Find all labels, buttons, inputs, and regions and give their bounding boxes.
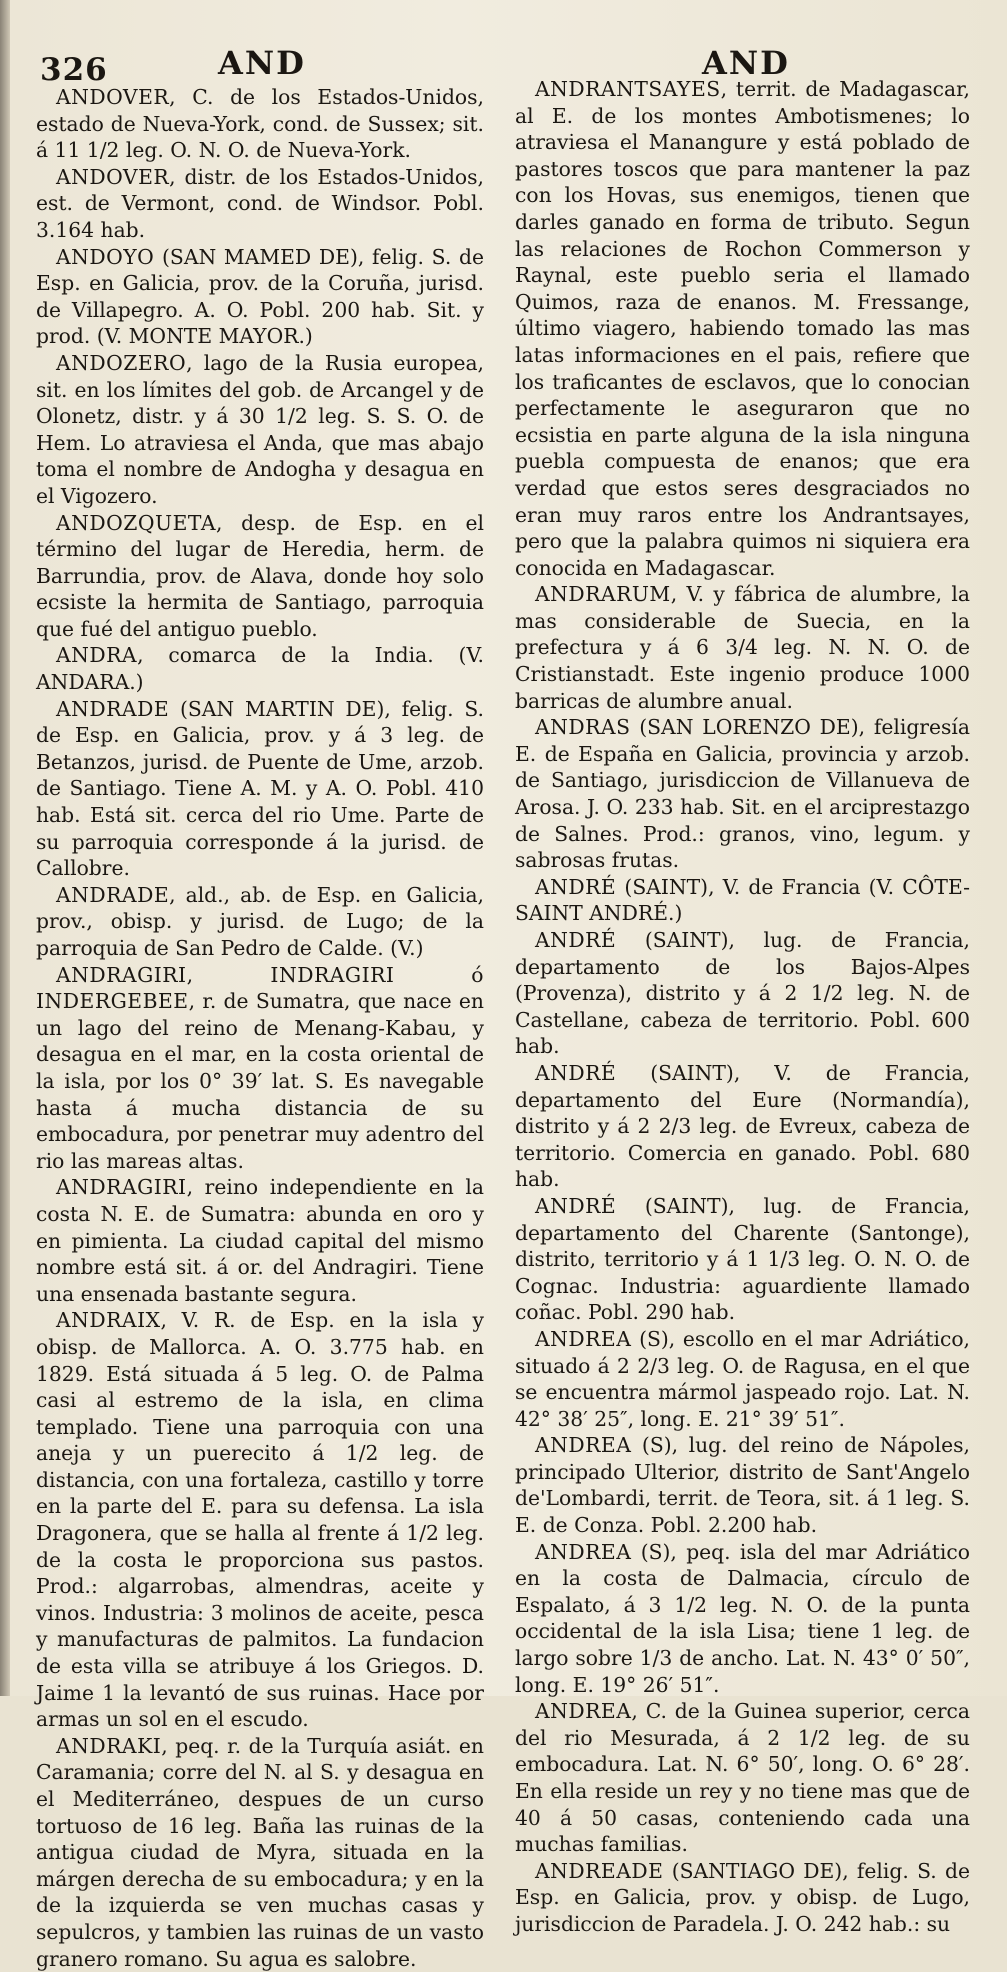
entry-headword: ANDREA [535, 1539, 632, 1564]
running-header-left: AND [218, 44, 306, 82]
entry-text: (SAINT), lug. de Francia, departamento del Charente (Santonge), distrito, territorio y á 1 1/3 leg. O. N. O. de Cognac. Industria: aguardiente llamado coñac. Pobl. 290 hab. [515, 1193, 970, 1325]
entry-text: (SANTIAGO DE), felig. S. de Esp. en Galicia, prov. y obisp. de Lugo, jurisdiccion de Paradela. J. O. 242 hab.: su [515, 1858, 970, 1936]
dictionary-entry [515, 874, 970, 927]
entry-text: (S), peq. isla del mar Adriático en la costa de Dalmacia, círculo de Espalato, á 3 1/2 leg. N. O. de la punta occidental de la isla Lisa; tiene 1 leg. de largo sobre 1/3 de ancho. Lat. N. 43° 0′ 50″, long. E. 19° 26′ 51″. [515, 1539, 970, 1697]
entry-text: , V. y fábrica de alumbre, la mas considerable de Suecia, en la prefectura y á 6 3/4 leg. N. N. O. de Cristianstadt. Este ingenio produce 1000 barricas de alumbre anual. [515, 582, 970, 713]
entry-text: , territ. de Madagascar, al E. de los montes Ambotismenes; lo atraviesa el Manangure y está poblado de pastores toscos que para mantener la paz con los Hovas, sus enemigos, tienen que darles ganado en forma de tributo. Segun las relaciones de Rochon Commerson y Raynal, este pueblo seria el llamado Quimos, raza de enanos. M. Fressange, último viagero, habiendo tomado las mas latas informaciones en el pais, refiere que los traficantes de esclavos, que lo conocian perfectamente le aseguraron que no ecsistia en parte alguna de la isla ninguna puebla compuesta de enanos; que era verdad que estos seres desgraciados no eran muy raros entre los Andrantsayes, pero que la palabra quimos ni siquiera era conocida en Madagascar. [515, 77, 970, 580]
entry-headword: ANDOYO [56, 244, 155, 269]
dictionary-entry [515, 1858, 970, 1938]
left-column [36, 84, 484, 1972]
entry-headword: ANDOZERO [56, 350, 187, 375]
dictionary-entry [36, 1174, 484, 1307]
dictionary-entry [515, 581, 970, 714]
entry-text: , desp. de Esp. en el término del lugar de Heredia, herm. de Barrundia, prov. de Alava, donde hoy solo ecsiste la hermita de Santiago, parroquia que fué del antiguo pueblo. [36, 510, 484, 641]
entry-headword: ANDREA [535, 1433, 632, 1458]
dictionary-entry [36, 164, 484, 244]
entry-text: (SAN MARTIN DE), felig. S. de Esp. en Galicia, prov. y á 3 leg. de Betanzos, jurisd. de Puente de Ume, arzob. de Santiago. Tiene A. M. y A. O. Pobl. 410 hab. Está sit. cerca del rio Ume. Parte de su parroquia corresponde á la jurisd. de Callobre. [36, 696, 484, 881]
dictionary-entry [515, 76, 970, 581]
dictionary-entry [515, 1539, 970, 1699]
entry-headword: ANDRAKI [56, 1733, 162, 1758]
entry-headword: ANDRAS [535, 715, 631, 740]
entry-text: (S), lug. del reino de Nápoles, principado Ulterior, distrito de Sant'Angelo de'Lombardi, territ. de Teora, sit. á 1 leg. S. E. de Conza. Pobl. 2.200 hab. [515, 1433, 970, 1538]
dictionary-entry [515, 1326, 970, 1432]
entry-headword: ANDRÉ [535, 1060, 617, 1085]
entry-text: (SAINT), V. de Francia, departamento del Eure (Normandía), distrito y á 2 2/3 leg. de Evreux, cabeza de territorio. Comercia en ganado. Pobl. 680 hab. [515, 1060, 970, 1192]
dictionary-entry [36, 696, 484, 882]
entry-text: (S), escollo en el mar Adriático, situado á 2 2/3 leg. O. de Ragusa, en el que se encuentra mármol jaspeado rojo. Lat. N. 42° 38′ 25″, long. E. 21° 39′ 51″. [515, 1326, 970, 1431]
entry-headword: ANDRADE [56, 882, 170, 907]
entry-text: , peq. r. de la Turquía asiát. en Caramania; corre del N. al S. y desagua en el Mediterráneo, despues de un curso tortuoso de 16 leg. Baña las ruinas de la antigua ciudad de Myra, situada en la márgen derecha de su embocadura; y en la de la izquierda se ven muchas casas y sepulcros, y tambien las ruinas de un vasto granero romano. Su agua es salobre. [36, 1733, 484, 1971]
dictionary-entry [515, 1698, 970, 1858]
entry-headword: ANDOZQUETA [56, 510, 216, 535]
dictionary-entry [36, 1307, 484, 1733]
entry-headword: ANDRÉ [535, 928, 617, 952]
entry-headword: ANDRAGIRI [56, 1175, 187, 1200]
entry-headword: ANDRA [56, 643, 138, 668]
entry-text: (SAINT), lug. de Francia, departamento de los Bajos-Alpes (Provenza), distrito y á 2 1/2 leg. N. de Castellane, cabeza de territorio. Pobl. 600 hab. [515, 928, 970, 1059]
entry-text: , C. de la Guinea superior, cerca del rio Mesurada, á 2 1/2 leg. de su embocadura. Lat. N. 6° 50′, long. O. 6° 28′. En ella reside un rey y no tiene mas que de 40 á 50 casas, conteniendo cada una muchas familias. [515, 1699, 970, 1857]
entry-text: (SAN MAMED DE), felig. S. de Esp. en Galicia, prov. de la Coruña, jurisd. de Villapegro. A. O. Pobl. 200 hab. Sit. y prod. (V. MONTE MAYOR.) [36, 244, 484, 349]
dictionary-entry [36, 962, 484, 1175]
entry-headword: ANDOVER [56, 85, 170, 109]
entry-text: (SAINT), V. de Francia (V. CÔTE-SAINT ANDRÉ.) [515, 874, 970, 926]
entry-headword: ANDRANTSAYES [535, 77, 721, 101]
entry-text: , C. de los Estados-Unidos, estado de Nueva-York, cond. de Sussex; sit. á 11 1/2 leg. O. N. O. de Nueva-York. [36, 85, 484, 163]
dictionary-entry [36, 882, 484, 962]
entry-headword: ANDREA [535, 1326, 632, 1351]
entry-headword: ANDRARUM [535, 582, 671, 607]
entry-text: , reino independiente en la costa N. E. de Sumatra: abunda en oro y en pimienta. La ciudad capital del mismo nombre está sit. á or. del Andragiri. Tiene una ensenada bastante segura. [36, 1175, 484, 1306]
dictionary-entry [515, 1432, 970, 1538]
entry-headword: ANDREA [535, 1699, 632, 1724]
entry-headword: ANDOVER [56, 164, 170, 189]
dictionary-entry [36, 350, 484, 510]
dictionary-entry [36, 244, 484, 350]
entry-headword: ANDRADE [56, 696, 170, 721]
dictionary-entry [515, 714, 970, 874]
right-column [515, 76, 970, 1938]
entry-text: , V. R. de Esp. en la isla y obisp. de Mallorca. A. O. 3.775 hab. en 1829. Está situada á 5 leg. O. de Palma casi al estremo de la isla, en clima templado. Tiene una parroquia con una aneja y un puerecito á 1/2 leg. de distancia, con una fortaleza, castillo y torre en la parte del E. para su defensa. La isla Dragonera, que se halla al frente á 1/2 leg. de la costa le proporciona sus pastos. Prod.: algarrobas, almendras, aceite y vinos. Industria: 3 molinos de aceite, pesca y manufacturas de palmitos. La fundacion de esta villa se atribuye á los Griegos. D. Jaime 1 la levantó de sus ruinas. Hace por armas un sol en el escudo. [36, 1308, 484, 1732]
dictionary-entry [36, 510, 484, 643]
entry-text: , ald., ab. de Esp. en Galicia, prov., obisp. y jurisd. de Lugo; de la parroquia de San Pedro de Calde. (V.) [36, 882, 484, 960]
page-binding-edge [0, 0, 10, 1696]
dictionary-entry [36, 84, 484, 164]
entry-text: , comarca de la India. (V. ANDARA.) [36, 643, 484, 695]
entry-text: , r. de Sumatra, que nace en un lago del reino de Menang-Kabau, y desagua en el mar, en la costa oriental de la isla, por los 0° 39′ lat. S. Es navegable hasta á mucha distancia de su embocadura, por penetrar muy adentro del rio las mareas altas. [36, 989, 484, 1173]
entry-headword: ANDRÉ [535, 1193, 617, 1218]
running-header-right: AND [702, 44, 790, 82]
dictionary-entry [515, 1060, 970, 1193]
page-number: 326 [40, 52, 108, 88]
entry-text: (SAN LORENZO DE), feligresía E. de España en Galicia, provincia y arzob. de Santiago, jurisdiccion de Villanueva de Arosa. J. O. 233 hab. Sit. en el arciprestazgo de Salnes. Prod.: granos, vino, legum. y sabrosas frutas. [515, 715, 970, 873]
dictionary-entry [36, 1733, 484, 1972]
dictionary-entry [515, 1193, 970, 1326]
entry-headword: ANDRÉ [535, 874, 617, 899]
entry-text: , lago de la Rusia europea, sit. en los límites del gob. de Arcangel y de Olonetz, distr. y á 30 1/2 leg. S. S. O. de Hem. Lo atraviesa el Anda, que mas abajo toma el nombre de Andogha y desagua en el Vigozero. [36, 350, 484, 508]
dictionary-entry [36, 642, 484, 695]
entry-headword: ANDRAIX [56, 1308, 161, 1333]
entry-text: , distr. de los Estados-Unidos, est. de Vermont, cond. de Windsor. Pobl. 3.164 hab. [36, 164, 484, 242]
dictionary-entry [515, 927, 970, 1060]
entry-headword: ANDREADE [535, 1858, 664, 1883]
entry-headword: ANDRAGIRI, INDRAGIRI ó INDERGEBEE [36, 962, 484, 1014]
